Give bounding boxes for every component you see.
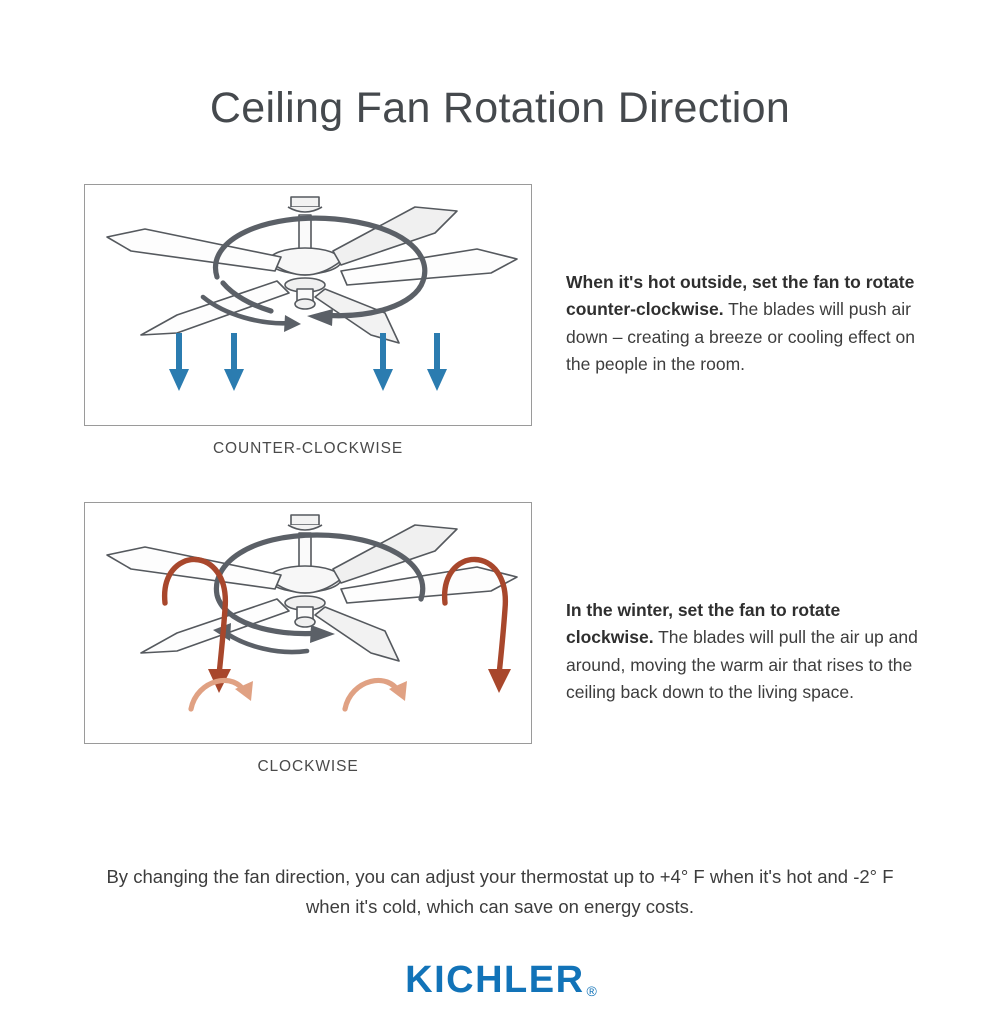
figure-counter-clockwise [84,184,532,426]
caption-clockwise: CLOCKWISE [257,757,359,775]
figure-clockwise [84,502,532,744]
description-bold-ccw: When it's hot outside, set the fan to rotate counter-clockwise. [566,272,915,320]
brand-name: KICHLER [405,958,585,1001]
airflow-arrows-down [169,333,447,391]
infographic-page [0,29,1000,1029]
ceiling-fan-illustration-cw [85,503,531,743]
ceiling-fan-illustration-ccw [85,185,531,425]
description-rest-ccw: The blades will push air down – creating a breeze or cooling effect on the people in the room. [566,299,915,374]
brand-logo [0,959,1000,1002]
caption-counter-clockwise: COUNTER-CLOCKWISE [212,439,404,457]
description-clockwise [566,597,918,706]
description-rest-cw: The blades will pull the air up and around, moving the warm air that rises to the ceiling back down to the living space. [566,627,918,702]
page-title: Ceiling Fan Rotation Direction [209,83,791,132]
brand-registered-mark: ® [586,982,597,999]
airflow-arrows-inner [191,680,407,709]
description-counter-clockwise [566,269,918,378]
footnote-text: By changing the fan direction, you can adjust your thermostat up to +4° F when it's hot and -2° F when it's cold, which can save on energy costs. [106,866,894,918]
description-bold-cw: In the winter, set the fan to rotate clockwise. [566,600,841,648]
